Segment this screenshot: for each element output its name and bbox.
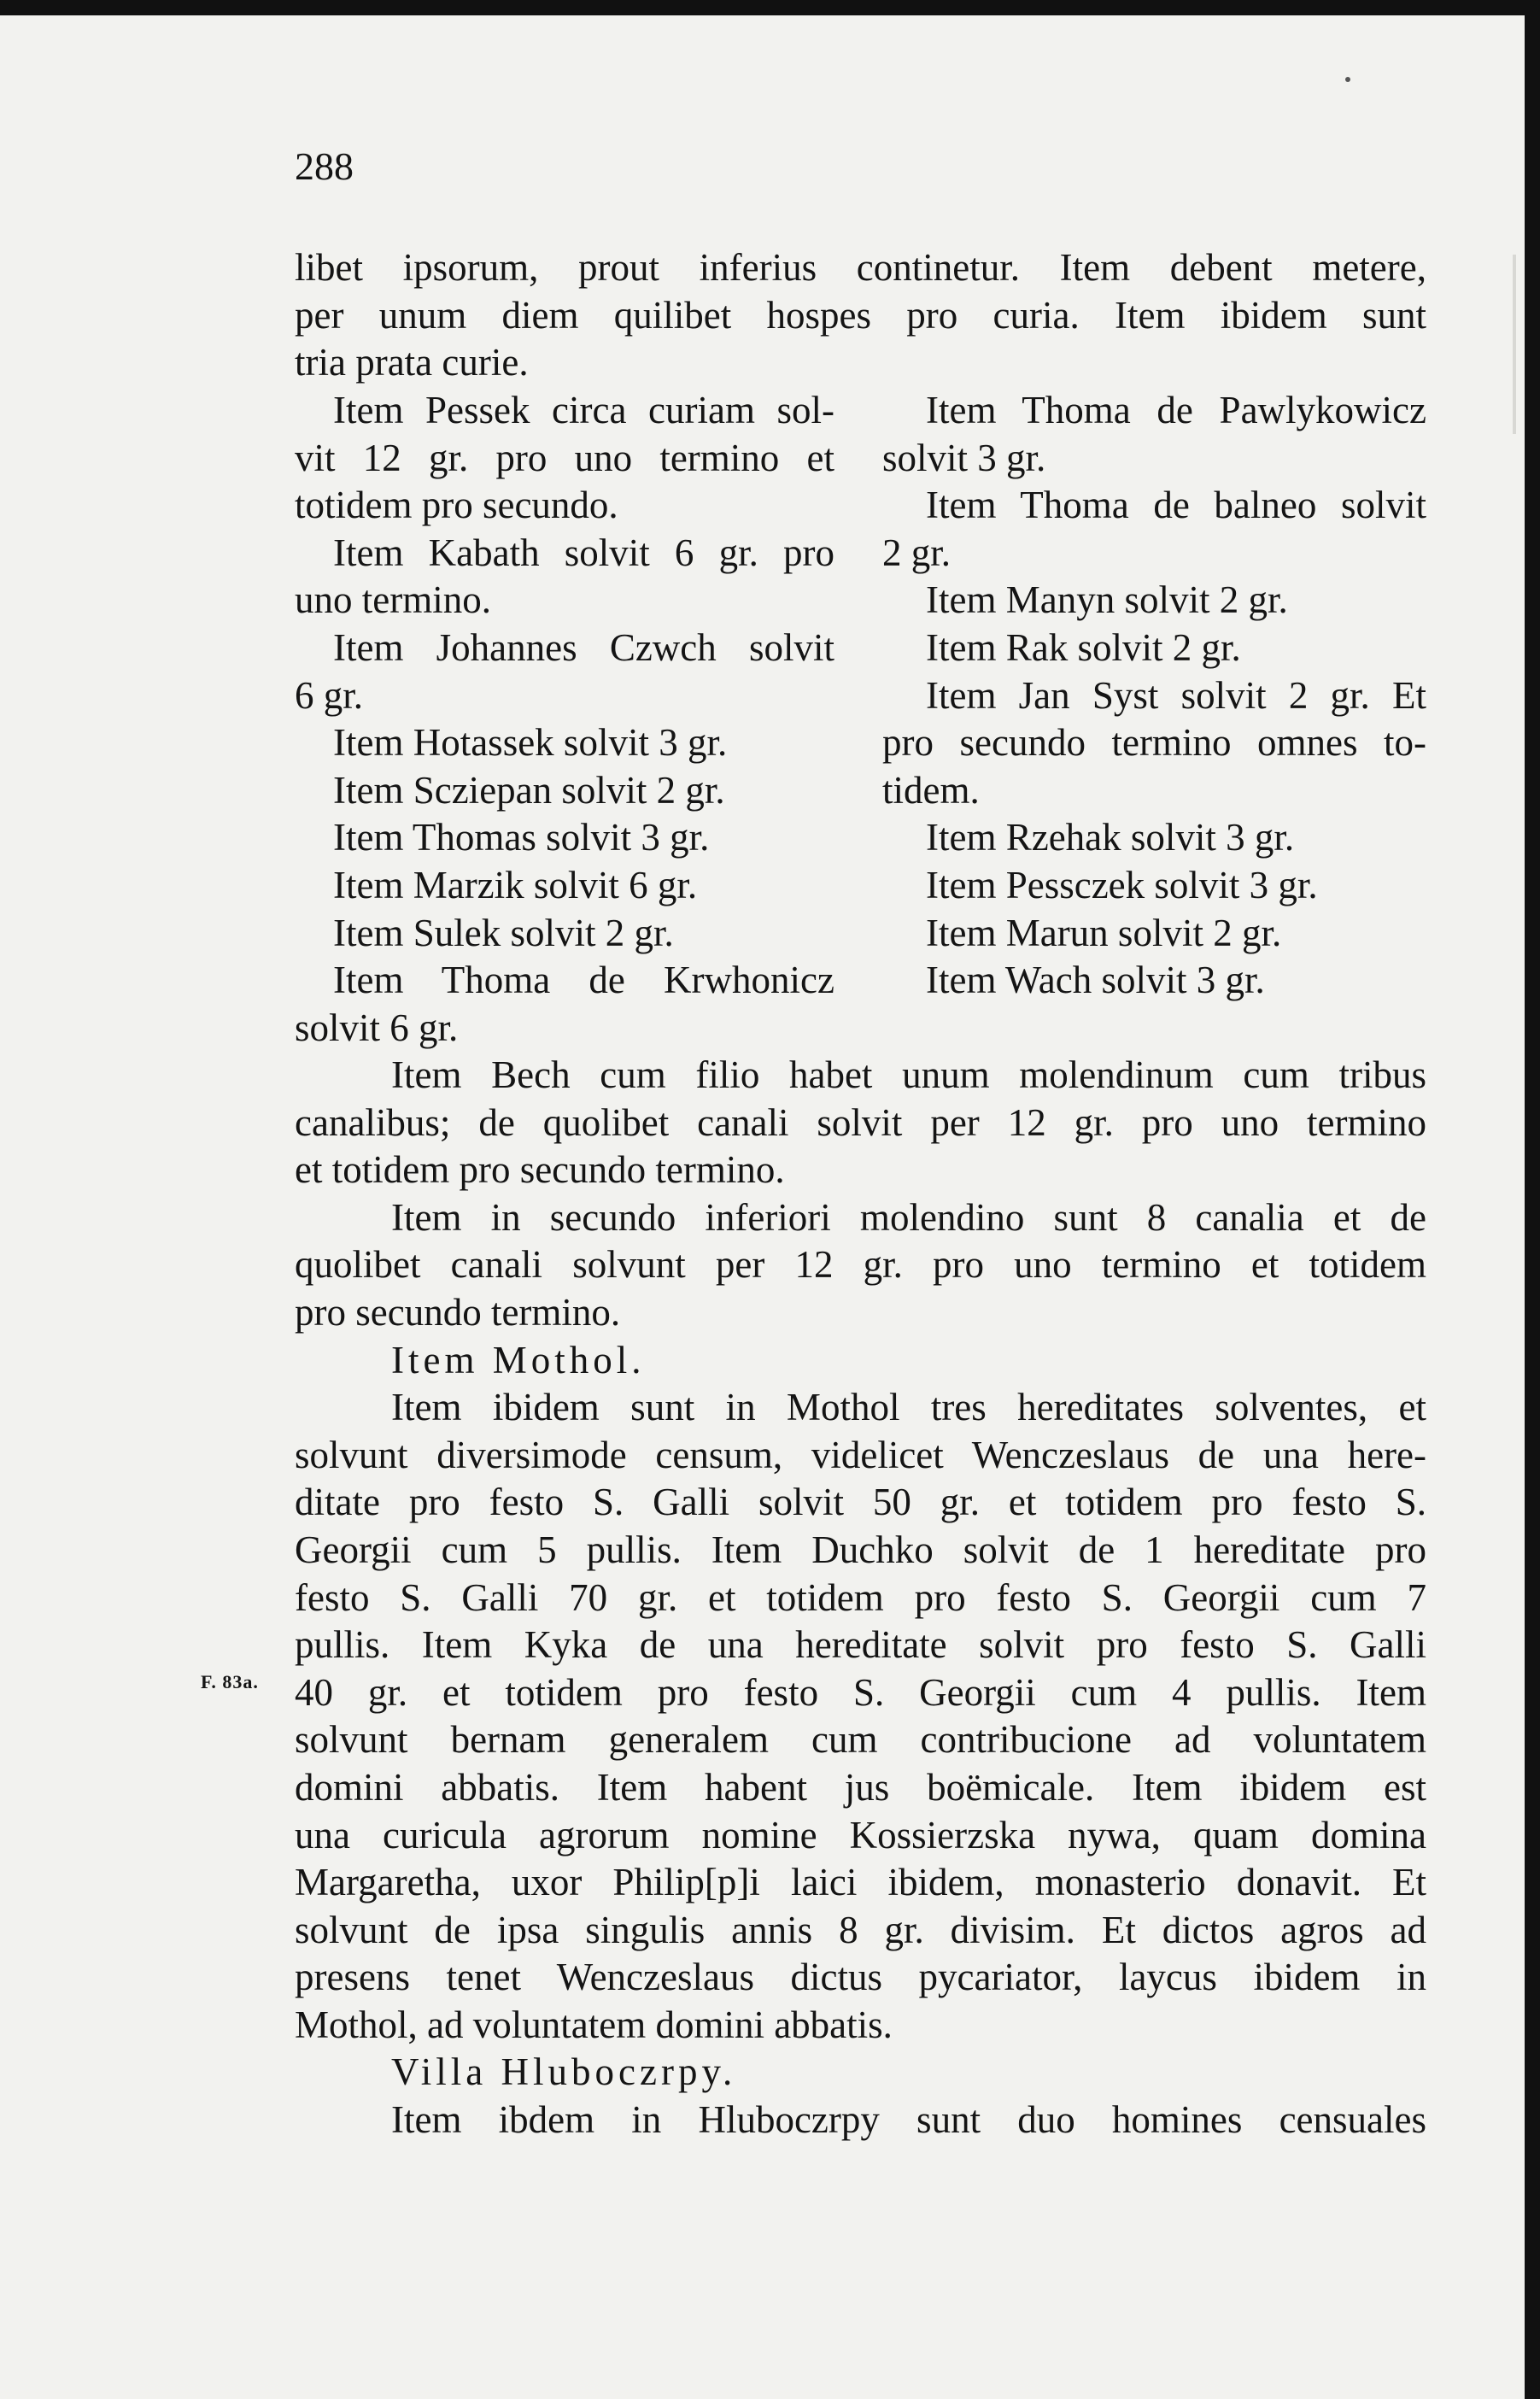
right-column <box>882 387 1426 1005</box>
text-line: per unum diem quilibet hospes pro curia. Item ibidem sunt <box>295 293 1426 337</box>
text-line: libet ipsorum, prout inferius continetur. Item debent metere, <box>295 246 1426 289</box>
main-body <box>295 1052 1426 2144</box>
text-line: Item Thoma de Pawlykowicz <box>926 389 1426 431</box>
text-line: domini abbatis. Item habent jus boëmicale. Item ibidem est <box>295 1765 1426 1809</box>
text-line: Item Jan Syst solvit 2 gr. Et <box>926 673 1426 717</box>
text-line: presens tenet Wenczeslaus dictus pycariator, laycus ibidem in <box>295 1956 1426 1999</box>
text-line: una curicula agrorum nomine Kossierzska nywa, quam domina <box>295 1813 1426 1856</box>
page-edge-shadow <box>1513 255 1516 434</box>
text-line: uno termino. <box>295 578 491 622</box>
text-line: Mothol, ad voluntatem domini abbatis. <box>295 2003 893 2046</box>
left-entry-scziepan: Item Scziepan solvit 2 gr. <box>333 768 725 812</box>
paragraph-bech <box>295 1052 1426 1194</box>
right-entry-manyn: Item Manyn solvit 2 gr. <box>926 578 1288 622</box>
left-entry-kabath <box>295 530 834 625</box>
text-line: Item Kabath solvit 6 gr. pro <box>333 531 834 574</box>
left-entry-hotassek: Item Hotassek solvit 3 gr. <box>333 721 728 765</box>
text-line: pro secundo termino. <box>295 1290 621 1334</box>
right-entry-pessczek: Item Pessczek solvit 3 gr. <box>926 863 1318 906</box>
speck <box>1345 77 1350 82</box>
text-line: Item ibidem sunt in Mothol tres hereditates solventes, et <box>391 1386 1426 1429</box>
page-number: 288 <box>295 144 354 188</box>
left-entry-johannes <box>295 625 834 719</box>
text-line: 2 gr. <box>882 531 952 574</box>
text-line: Item ibdem in Hluboczrpy sunt duo homines censuales <box>391 2098 1426 2142</box>
text-line: solvunt de ipsa singulis annis 8 gr. divisim. Et dictos agros ad <box>295 1908 1426 1951</box>
text-line: Georgii cum 5 pullis. Item Duchko solvit de 1 hereditate pro <box>295 1528 1426 1571</box>
text-line: pro secundo termino omnes to- <box>882 721 1426 765</box>
paragraph-mothol <box>295 1384 1426 2049</box>
text-line: tidem. <box>882 768 980 812</box>
text-line: Item Bech cum filio habet unum molendinum cum tribus <box>391 1053 1426 1096</box>
text-line: tria prata curie. <box>295 341 529 384</box>
text-line: solvunt diversimode censum, videlicet Wenczeslaus de una here- <box>295 1433 1426 1476</box>
text-line: pullis. Item Kyka de una hereditate solvit pro festo S. Galli <box>295 1623 1426 1667</box>
text-line: solvit 3 gr. <box>882 436 1046 479</box>
text-line: quolibet canali solvunt per 12 gr. pro uno termino et totidem <box>295 1243 1426 1287</box>
section-heading-villa: Villa Hluboczrpy. <box>391 2050 737 2094</box>
left-entry-sulek: Item Sulek solvit 2 gr. <box>333 911 674 954</box>
text-line: 40 gr. et totidem pro festo S. Georgii cum 4 pullis. Item <box>295 1670 1426 1714</box>
right-entry-jan-syst <box>882 672 1426 815</box>
right-entry-marun: Item Marun solvit 2 gr. <box>926 911 1282 954</box>
text-line: Item Pessek circa curiam sol- <box>333 389 834 431</box>
text-line: ditate pro festo S. Galli solvit 50 gr. et totidem pro festo S. <box>295 1481 1426 1524</box>
text-line: totidem pro secundo. <box>295 484 618 527</box>
left-column <box>295 387 834 1052</box>
right-entry-balneo <box>882 482 1426 577</box>
text-line: solvit 6 gr. <box>295 1006 459 1049</box>
intro-paragraph <box>295 244 1426 387</box>
paragraph-molendino <box>295 1194 1426 1337</box>
text-line: vit 12 gr. pro uno termino et <box>295 436 834 479</box>
left-entry-marzik: Item Marzik solvit 6 gr. <box>333 863 698 906</box>
text-line: Item Johannes Czwch solvit <box>333 625 834 669</box>
text-line: Item Thoma de balneo solvit <box>926 484 1426 527</box>
text-line: Item in secundo inferiori molendino sunt 8 canalia et de <box>391 1195 1426 1239</box>
text-line: festo S. Galli 70 gr. et totidem pro festo S. Georgii cum 7 <box>295 1575 1426 1619</box>
section-heading-mothol: Item Mothol. <box>391 1338 646 1381</box>
right-entry-pawlykowicz <box>882 387 1426 482</box>
margin-folio-note: F. 83a. <box>201 1671 259 1692</box>
right-entry-wach: Item Wach solvit 3 gr. <box>926 959 1265 1002</box>
text-line: 6 gr. <box>295 673 364 717</box>
right-entry-rzehak: Item Rzehak solvit 3 gr. <box>926 816 1295 859</box>
left-entry-thomas: Item Thomas solvit 3 gr. <box>333 816 710 859</box>
left-entry-pessek <box>295 387 834 530</box>
text-line: canalibus; de quolibet canali solvit per 12 gr. pro uno termino <box>295 1100 1426 1144</box>
text-line: Margaretha, uxor Philip[p]i laici ibidem, monasterio donavit. Et <box>295 1861 1426 1904</box>
right-entry-rak: Item Rak solvit 2 gr. <box>926 625 1241 669</box>
text-line: solvunt bernam generalem cum contribucione ad voluntatem <box>295 1718 1426 1762</box>
document-page <box>0 15 1525 2399</box>
paragraph-hluboczrpy <box>295 2097 1426 2144</box>
text-line: et totidem pro secundo termino. <box>295 1148 785 1192</box>
left-entry-thoma-krwhonicz <box>295 957 834 1052</box>
text-line: Item Thoma de Krwhonicz <box>333 959 834 1002</box>
